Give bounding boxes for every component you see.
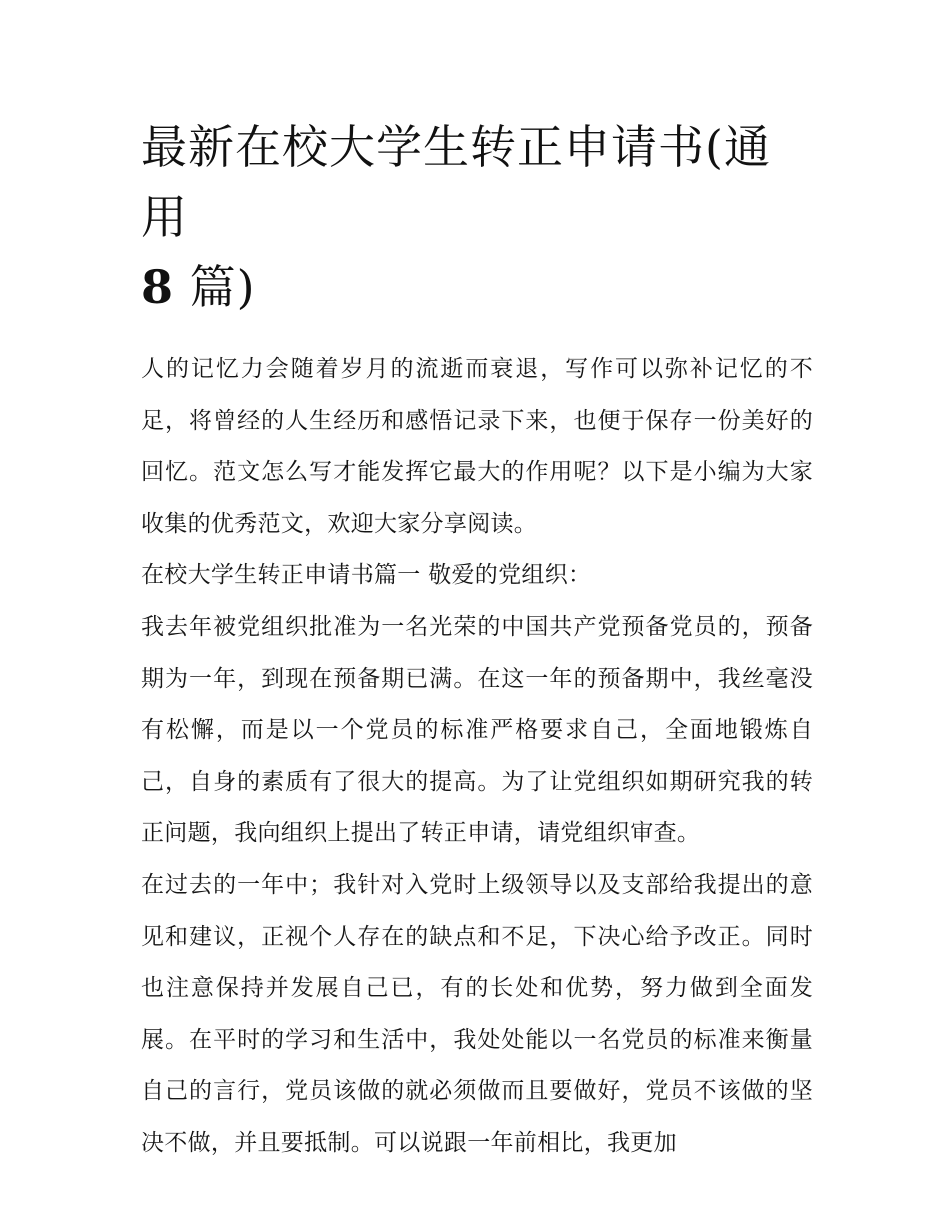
body-paragraph-1: 我去年被党组织批准为一名光荣的中国共产党预备党员的，预备期为一年，到现在预备期已满。在这一年的预备期中，我丝毫没有松懈，而是以一个党员的标准严格要求自己，全面地锻炼自己，自身的素质有了很大的提高。为了让党组织如期研究我的转正问题，我向组织上提出了转正申请，请党组织审查。 — [141, 613, 813, 847]
title-text-part1: 最新在校大学生转正申请书(通用 — [141, 120, 771, 244]
intro-paragraph: 人的记忆力会随着岁月的流逝而衰退，写作可以弥补记忆的不足，将曾经的人生经历和感悟记录下来，也便于保存一份美好的回忆。范文怎么写才能发挥它最大的作用呢？以下是小编为大家收集的优秀范文，欢迎大家分享阅读。 — [141, 356, 813, 537]
document-body — [141, 344, 813, 1170]
document-title — [141, 112, 813, 322]
title-text-part2: 篇) — [189, 260, 256, 314]
section-heading: 在校大学生转正申请书篇一 敬爱的党组织： — [141, 562, 592, 589]
document-content — [141, 112, 813, 1170]
body-paragraph-2: 在过去的一年中；我针对入党时上级领导以及支部给我提出的意见和建议，正视个人存在的缺点和不足，下决心给予改正。同时也注意保持并发展自己已，有的长处和优势，努力做到全面发展。在平时的学习和生活中，我处处能以一名党员的标准来衡量自己的言行，党员该做的就必须做而且要做好，党员不该做的坚决不做，并且要抵制。可以说跟一年前相比，我更加 — [141, 871, 813, 1156]
title-number: 8 — [141, 260, 175, 314]
